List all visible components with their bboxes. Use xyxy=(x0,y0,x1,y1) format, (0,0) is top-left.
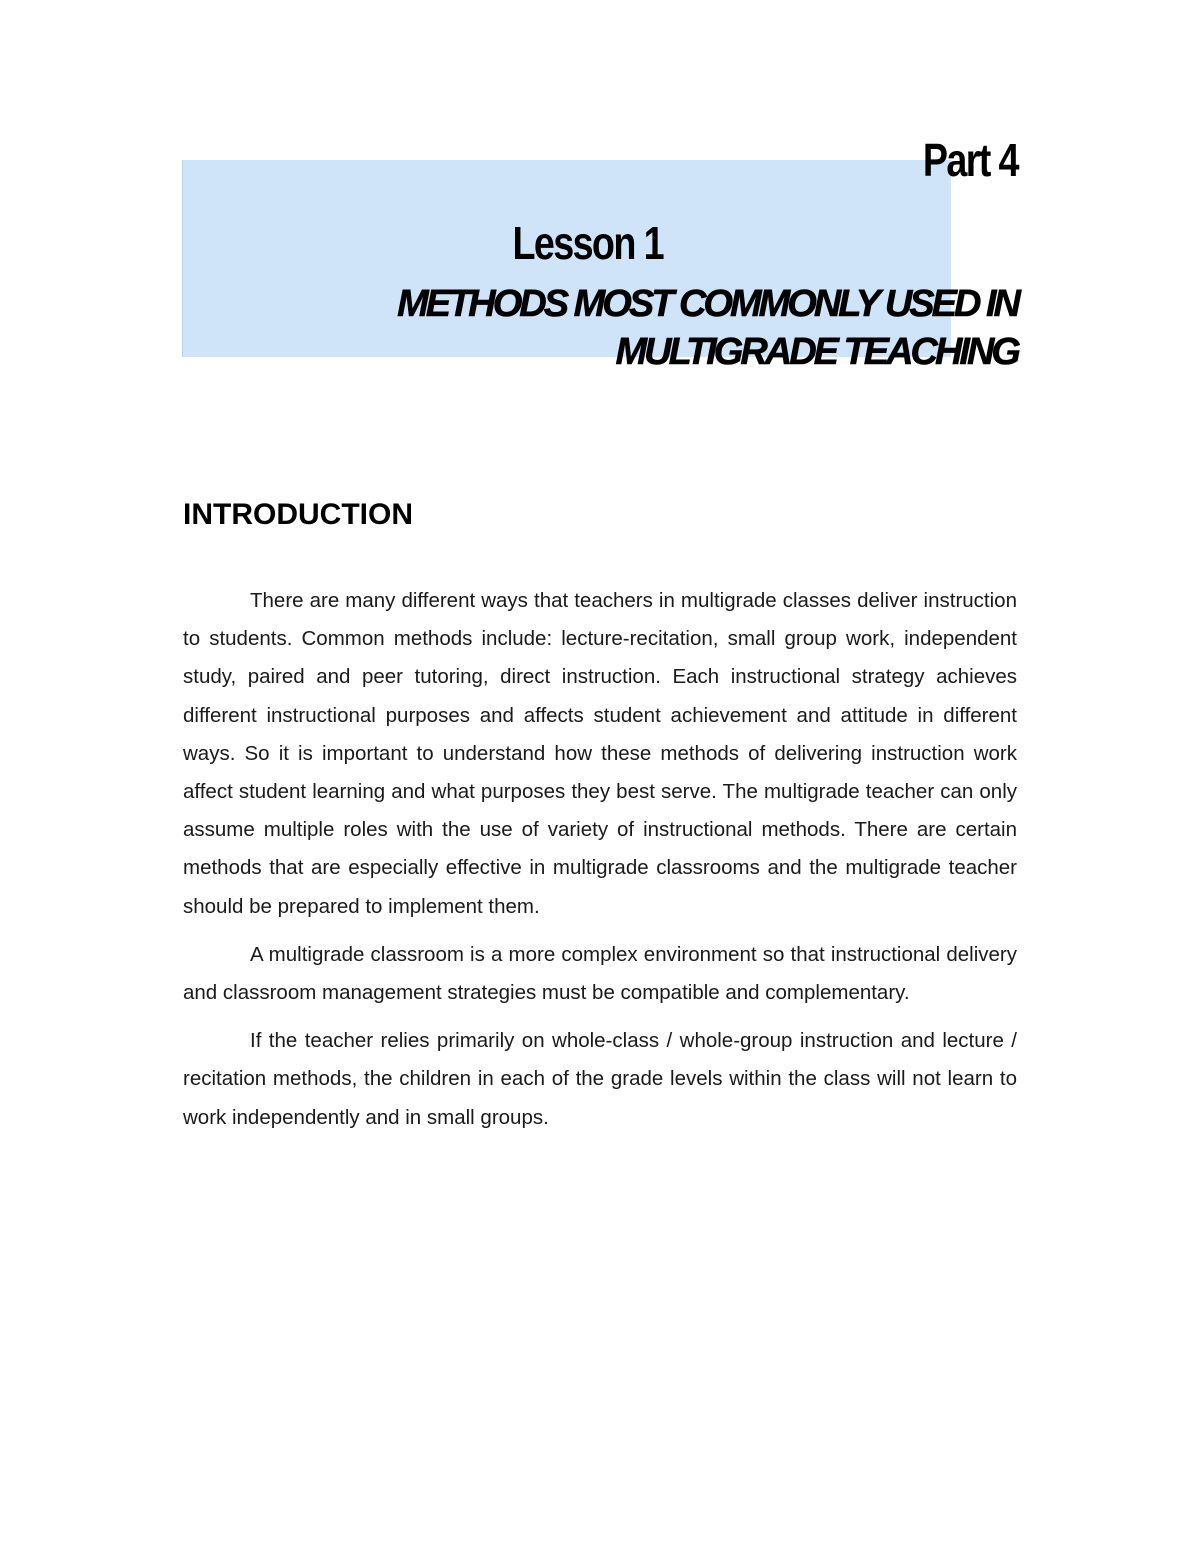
part-label: Part 4 xyxy=(922,134,1018,186)
paragraph: If the teacher relies primarily on whole-class / whole-group instruction and lecture / recitation methods, the children in each of the grade levels within the class will not learn to work independently and in small groups. xyxy=(183,1029,1017,1129)
lesson-label-wrapper xyxy=(0,213,1175,273)
lesson-title: METHODS MOST COMMONLY USED IN MULTIGRADE TEACHING xyxy=(397,283,1018,373)
lesson-label: Lesson 1 xyxy=(512,217,663,269)
paragraph: A multigrade classroom is a more complex environment so that instructional delivery and classroom management strategies must be compatible and complementary. xyxy=(183,942,1017,1005)
paragraph: There are many different ways that teachers in multigrade classes deliver instruction to students. Common methods include: lecture-recitation, small group work, independent study, paired and peer tutoring, direct instruction. Each instructional strategy achieves different instructional purposes and affects student achievement and attitude in different ways. So it is important to understand how these methods of delivering instruction work affect student learning and what purposes they best serve. The multigrade teacher can only assume multiple roles with the use of variety of instructional methods. There are certain methods that are especially effective in multigrade classrooms and the multigrade teacher should be prepared to implement them. xyxy=(183,589,1017,918)
body-text xyxy=(183,582,1017,1147)
section-heading: INTRODUCTION xyxy=(183,498,413,531)
